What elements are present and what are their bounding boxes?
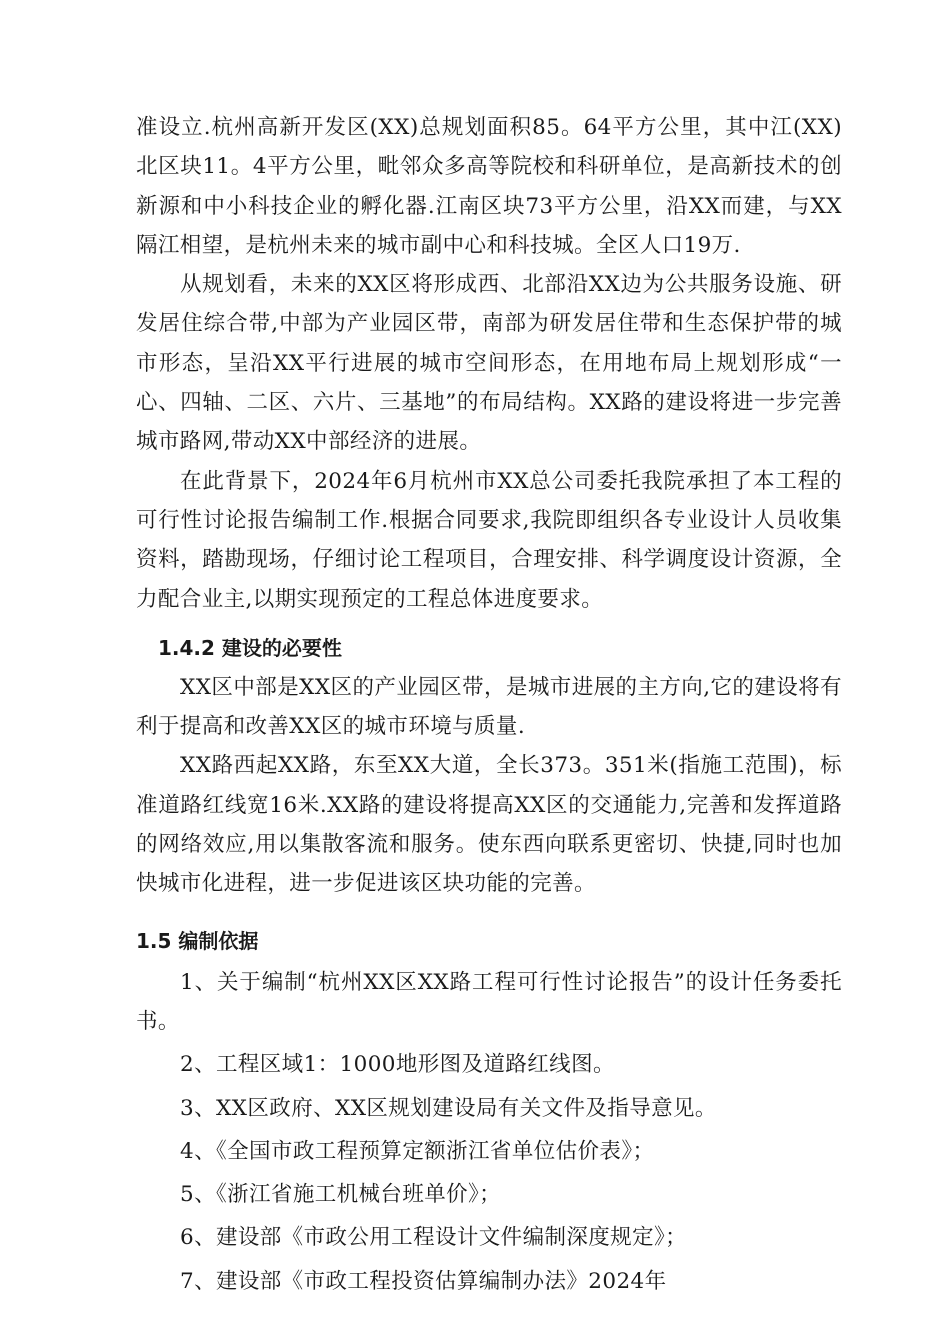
paragraph-necessity-1: XX区中部是XX区的产业园区带，是城市进展的主方向,它的建设将有利于提高和改善XX区的城市环境与质量. <box>136 674 842 740</box>
list-item: 6、建设部《市政公用工程设计文件编制深度规定》； <box>180 1225 688 1251</box>
paragraph-planning: 从规划看，未来的XX区将形成西、北部沿XX边为公共服务设施、研发居住综合带,中部为产业园区带，南部为研发居住带和生态保护带的城市形态，呈沿XX平行进展的城市空间形态，在用地布局上规划形成“一心、四轴、二区、六片、三基地”的布局结构。XX路的建设将进一步完善城市路网,带动XX中部经济的进展。 <box>136 272 842 455</box>
paragraph-necessity-2: XX路西起XX路，东至XX大道，全长373。351米(指施工范围)，标准道路红线宽16米.XX路的建设将提高XX区的交通能力,完善和发挥道路的网络效应,用以集散客流和服务。使东西向联系更密切、快捷,同时也加快城市化进程，进一步促进该区块功能的完善。 <box>136 753 842 897</box>
list-item: 5、《浙江省施工机械台班单价》； <box>180 1182 502 1208</box>
paragraph-intro-continued: 准设立.杭州高新开发区(XX)总规划面积85。64平方公里，其中江(XX)北区块11。4平方公里，毗邻众多高等院校和科研单位，是高新技术的创新源和中小科技企业的孵化器.江南区块73平方公里，沿XX而建，与XX隔江相望，是杭州未来的城市副中心和科技城。全区人口19万. <box>136 115 842 258</box>
section-heading-1-4-2: 1.4.2 建设的必要性 <box>158 635 342 660</box>
list-item: 2、工程区域1：1000地形图及道路红线图。 <box>180 1052 615 1078</box>
paragraph-background: 在此背景下，2024年6月杭州市XX总公司委托我院承担了本工程的可行性讨论报告编制工作.根据合同要求,我院即组织各专业设计人员收集资料，踏勘现场，仔细讨论工程项目，合理安排、科学调度设计资源，全力配合业主,以期实现预定的工程总体进度要求。 <box>136 468 842 612</box>
list-item: 4、《全国市政工程预算定额浙江省单位估价表》； <box>180 1138 655 1164</box>
basis-list <box>136 963 842 1301</box>
list-item: 3、XX区政府、XX区规划建设局有关文件及指导意见。 <box>180 1095 717 1121</box>
document-body <box>136 108 842 1301</box>
section-heading-1-5: 1.5 编制依据 <box>136 928 259 953</box>
list-item: 1、关于编制“杭州XX区XX路工程可行性讨论报告”的设计任务委托书。 <box>136 969 842 1034</box>
list-item: 7、建设部《市政工程投资估算编制办法》2024年 <box>180 1268 667 1294</box>
